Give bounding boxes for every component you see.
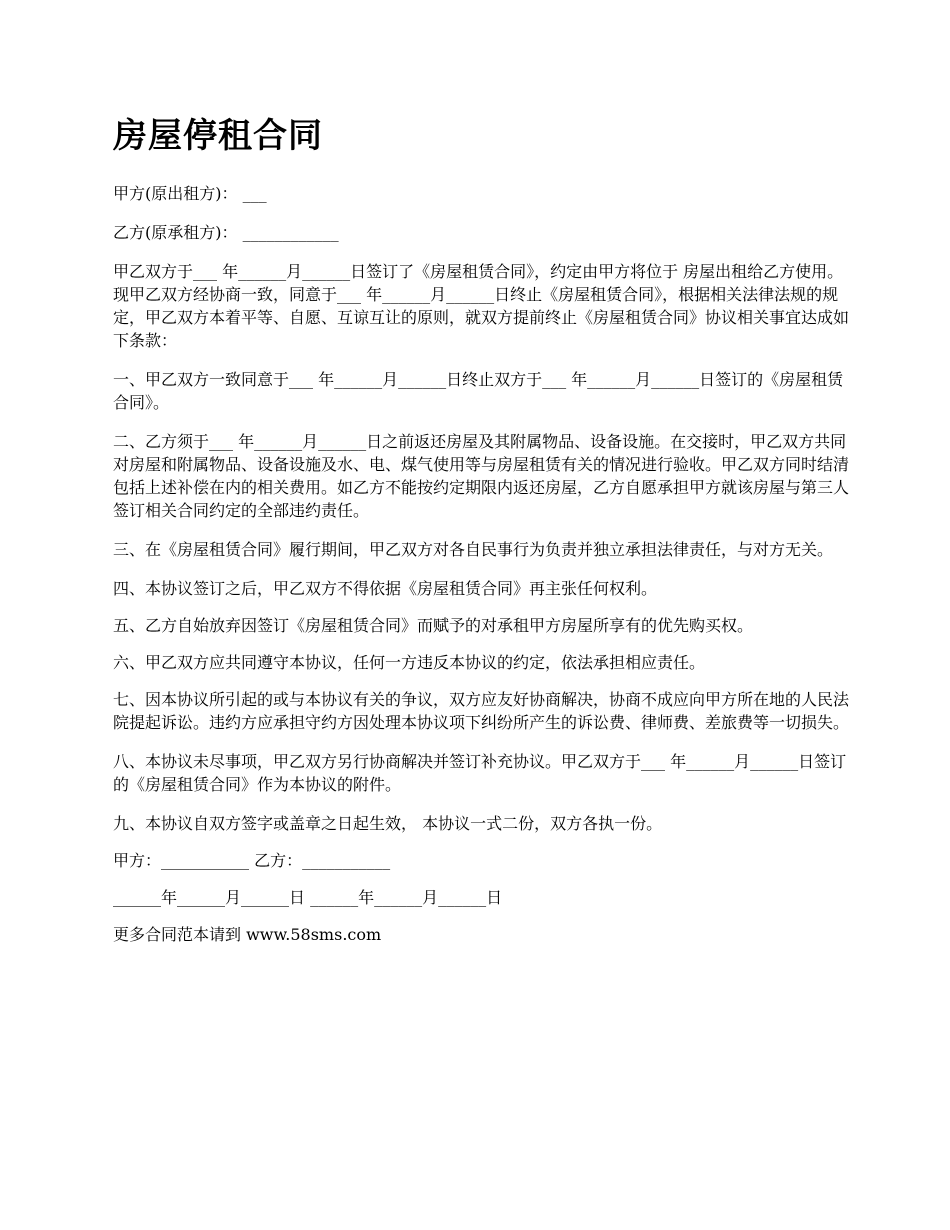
clause-9: 九、本协议自双方签字或盖章之日起生效， 本协议一式二份，双方各执一份。 (113, 814, 663, 833)
clause-8: 八、本协议未尽事项，甲乙双方另行协商解决并签订补充协议。甲乙双方于___ 年______月______日签订的《房屋租赁合同》作为本协议的附件。 (113, 752, 847, 794)
clause-4: 四、本协议签订之后，甲乙双方不得依据《房屋租赁合同》再主张任何权利。 (113, 579, 658, 598)
party-a-line: 甲方(原出租方)： ___ (113, 184, 267, 203)
party-b-line: 乙方(原承租方)： ____________ (113, 223, 339, 242)
clause-6: 六、甲乙双方应共同遵守本协议，任何一方违反本协议的约定，依法承担相应责任。 (113, 653, 706, 672)
clause-2: 二、乙方须于___ 年______月______日之前返还房屋及其附属物品、设备设施。在交接时，甲乙双方共同对房屋和附属物品、设备设施及水、电、煤气使用等与房屋租赁有关的情况进行验收。甲乙双方同时结清包括上述补偿在内的相关费用。如乙方不能按约定期限内返还房屋，乙方自愿承担甲方就该房屋与第三人签订相关合同约定的全部违约责任。 (113, 432, 850, 520)
clause-1: 一、甲乙双方一致同意于___ 年______月______日终止双方于___ 年______月______日签订的《房屋租赁合同》。 (113, 370, 844, 412)
signature-line: 甲方：___________ 乙方：___________ (113, 851, 391, 870)
preamble-paragraph: 甲乙双方于___ 年______月______日签订了《房屋租赁合同》，约定由甲方将位于 房屋出租给乙方使用。现甲乙双方经协商一致，同意于___ 年______月______日终止《房屋租赁合同》，根据相关法律法规的规定，甲乙双方本着平等、自愿、互谅互让的原则，就双方提前终止《房屋租赁合同》协议相关事宜达成如下条款： (113, 262, 850, 350)
date-line: ______年______月______日 ______年______月______日 (113, 888, 503, 907)
contract-document (113, 112, 853, 962)
footer-link-text: 更多合同范本请到 www.58sms.com (113, 925, 382, 944)
clause-5: 五、乙方自始放弃因签订《房屋租赁合同》而赋予的对承租甲方房屋所享有的优先购买权。 (113, 616, 754, 635)
document-title: 房屋停租合同 (113, 116, 323, 156)
clause-7: 七、因本协议所引起的或与本协议有关的争议，双方应友好协商解决，协商不成应向甲方所在地的人民法院提起诉讼。违约方应承担守约方因处理本协议项下纠纷所产生的诉讼费、律师费、差旅费等一切损失。 (113, 690, 850, 732)
clause-3: 三、在《房屋租赁合同》履行期间，甲乙双方对各自民事行为负责并独立承担法律责任，与对方无关。 (113, 540, 834, 559)
